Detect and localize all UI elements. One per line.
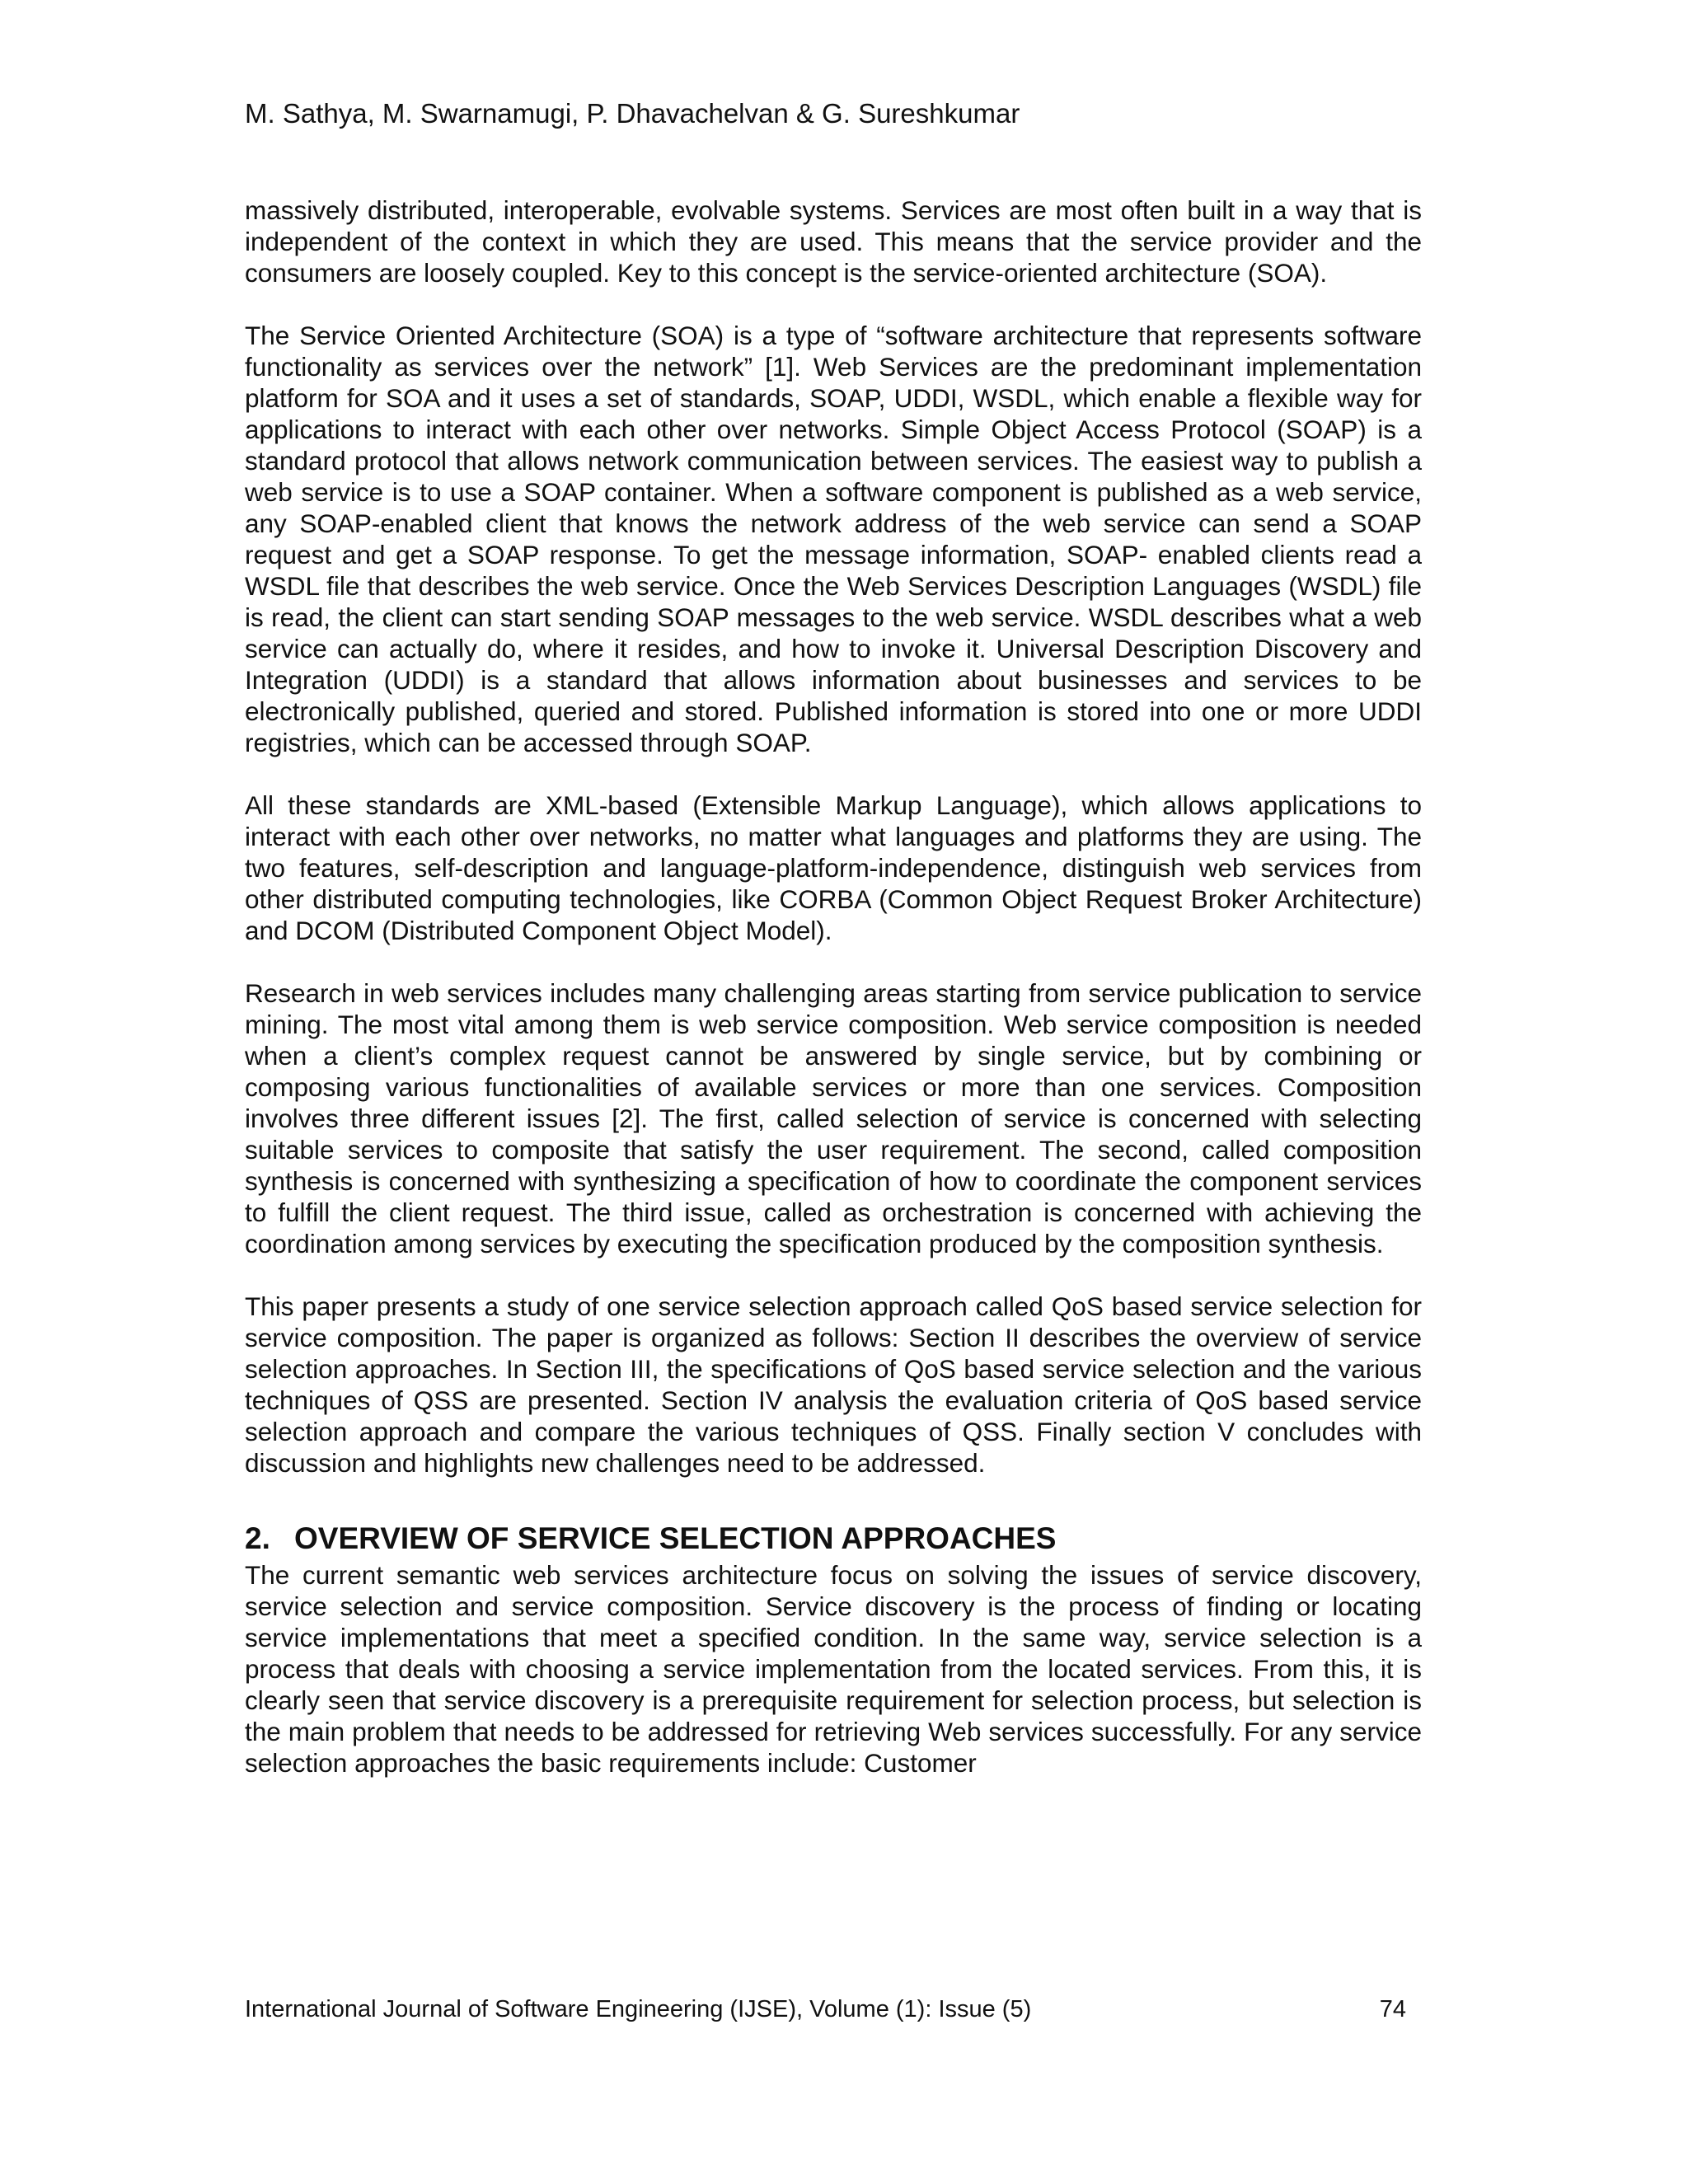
- section-paragraph: The current semantic web services architecture focus on solving the issues of service discovery, service selection and service composition. Service discovery is the process of finding or locating service implementations that meet a specified condition. In the same way, service selection is a process that deals with choosing a service implementation from the located services. From this, it is clearly seen that service discovery is a prerequisite requirement for selection process, but selection is the main problem that needs to be addressed for retrieving Web services successfully. For any service selection approaches the basic requirements include: Customer: [245, 1560, 1422, 1778]
- running-header: M. Sathya, M. Swarnamugi, P. Dhavachelvan & G. Sureshkumar: [245, 98, 1020, 129]
- body-paragraph-1: massively distributed, interoperable, evolvable systems. Services are most often built in a way that is independent of the context in which they are used. This means that the service provider and the consumers are loosely coupled. Key to this concept is the service-oriented architecture (SOA).: [245, 195, 1422, 288]
- body-paragraph-3: All these standards are XML-based (Extensible Markup Language), which allows applications to interact with each other over networks, no matter what languages and platforms they are using. The two features, self-description and language-platform-independence, distinguish web services from other distributed computing technologies, like CORBA (Common Object Request Broker Architecture) and DCOM (Distributed Component Object Model).: [245, 790, 1422, 945]
- body-paragraph-5: This paper presents a study of one service selection approach called QoS based service selection for service composition. The paper is organized as follows: Section II describes the overview of service selection approaches. In Section III, the specifications of QoS based service selection and the various techniques of QSS are presented. Section IV analysis the evaluation criteria of QoS based service selection approach and compare the various techniques of QSS. Finally section V concludes with discussion and highlights new challenges need to be addressed.: [245, 1291, 1422, 1478]
- body-paragraph-2: The Service Oriented Architecture (SOA) is a type of “software architecture that represents software functionality as services over the network” [1]. Web Services are the predominant implementation platform for SOA and it uses a set of standards, SOAP, UDDI, WSDL, which enable a flexible way for applications to interact with each other over networks. Simple Object Access Protocol (SOAP) is a standard protocol that allows network communication between services. The easiest way to publish a web service is to use a SOAP container. When a software component is published as a web service, any SOAP-enabled client that knows the network address of the web service can send a SOAP request and get a SOAP response. To get the message information, SOAP- enabled clients read a WSDL file that describes the web service. Once the Web Services Description Languages (WSDL) file is read, the client can start sending SOAP messages to the web service. WSDL describes what a web service can actually do, where it resides, and how to invoke it. Universal Description Discovery and Integration (UDDI) is a standard that allows information about businesses and services to be electronically published, queried and stored. Published information is stored into one or more UDDI registries, which can be accessed through SOAP.: [245, 321, 1422, 757]
- section-title: OVERVIEW OF SERVICE SELECTION APPROACHES: [294, 1521, 1057, 1555]
- page-number: 74: [1379, 1996, 1406, 2022]
- body-paragraph-4: Research in web services includes many challenging areas starting from service publication to service mining. The most vital among them is web service composition. Web service composition is needed when a client’s complex request cannot be answered by single service, but by combining or composing various functionalities of available services or more than one services. Composition involves three different issues [2]. The first, called selection of service is concerned with selecting suitable services to composite that satisfy the user requirement. The second, called composition synthesis is concerned with synthesizing a specification of how to coordinate the component services to fulfill the client request. The third issue, called as orchestration is concerned with achieving the coordination among services by executing the specification produced by the composition synthesis.: [245, 978, 1422, 1258]
- page-footer: [245, 1994, 1422, 2024]
- section-number: 2.: [245, 1521, 270, 1555]
- journal-citation: International Journal of Software Engineering (IJSE), Volume (1): Issue (5): [245, 1996, 1032, 2022]
- section-heading: [245, 1520, 1422, 1558]
- page-body: [245, 194, 1422, 1810]
